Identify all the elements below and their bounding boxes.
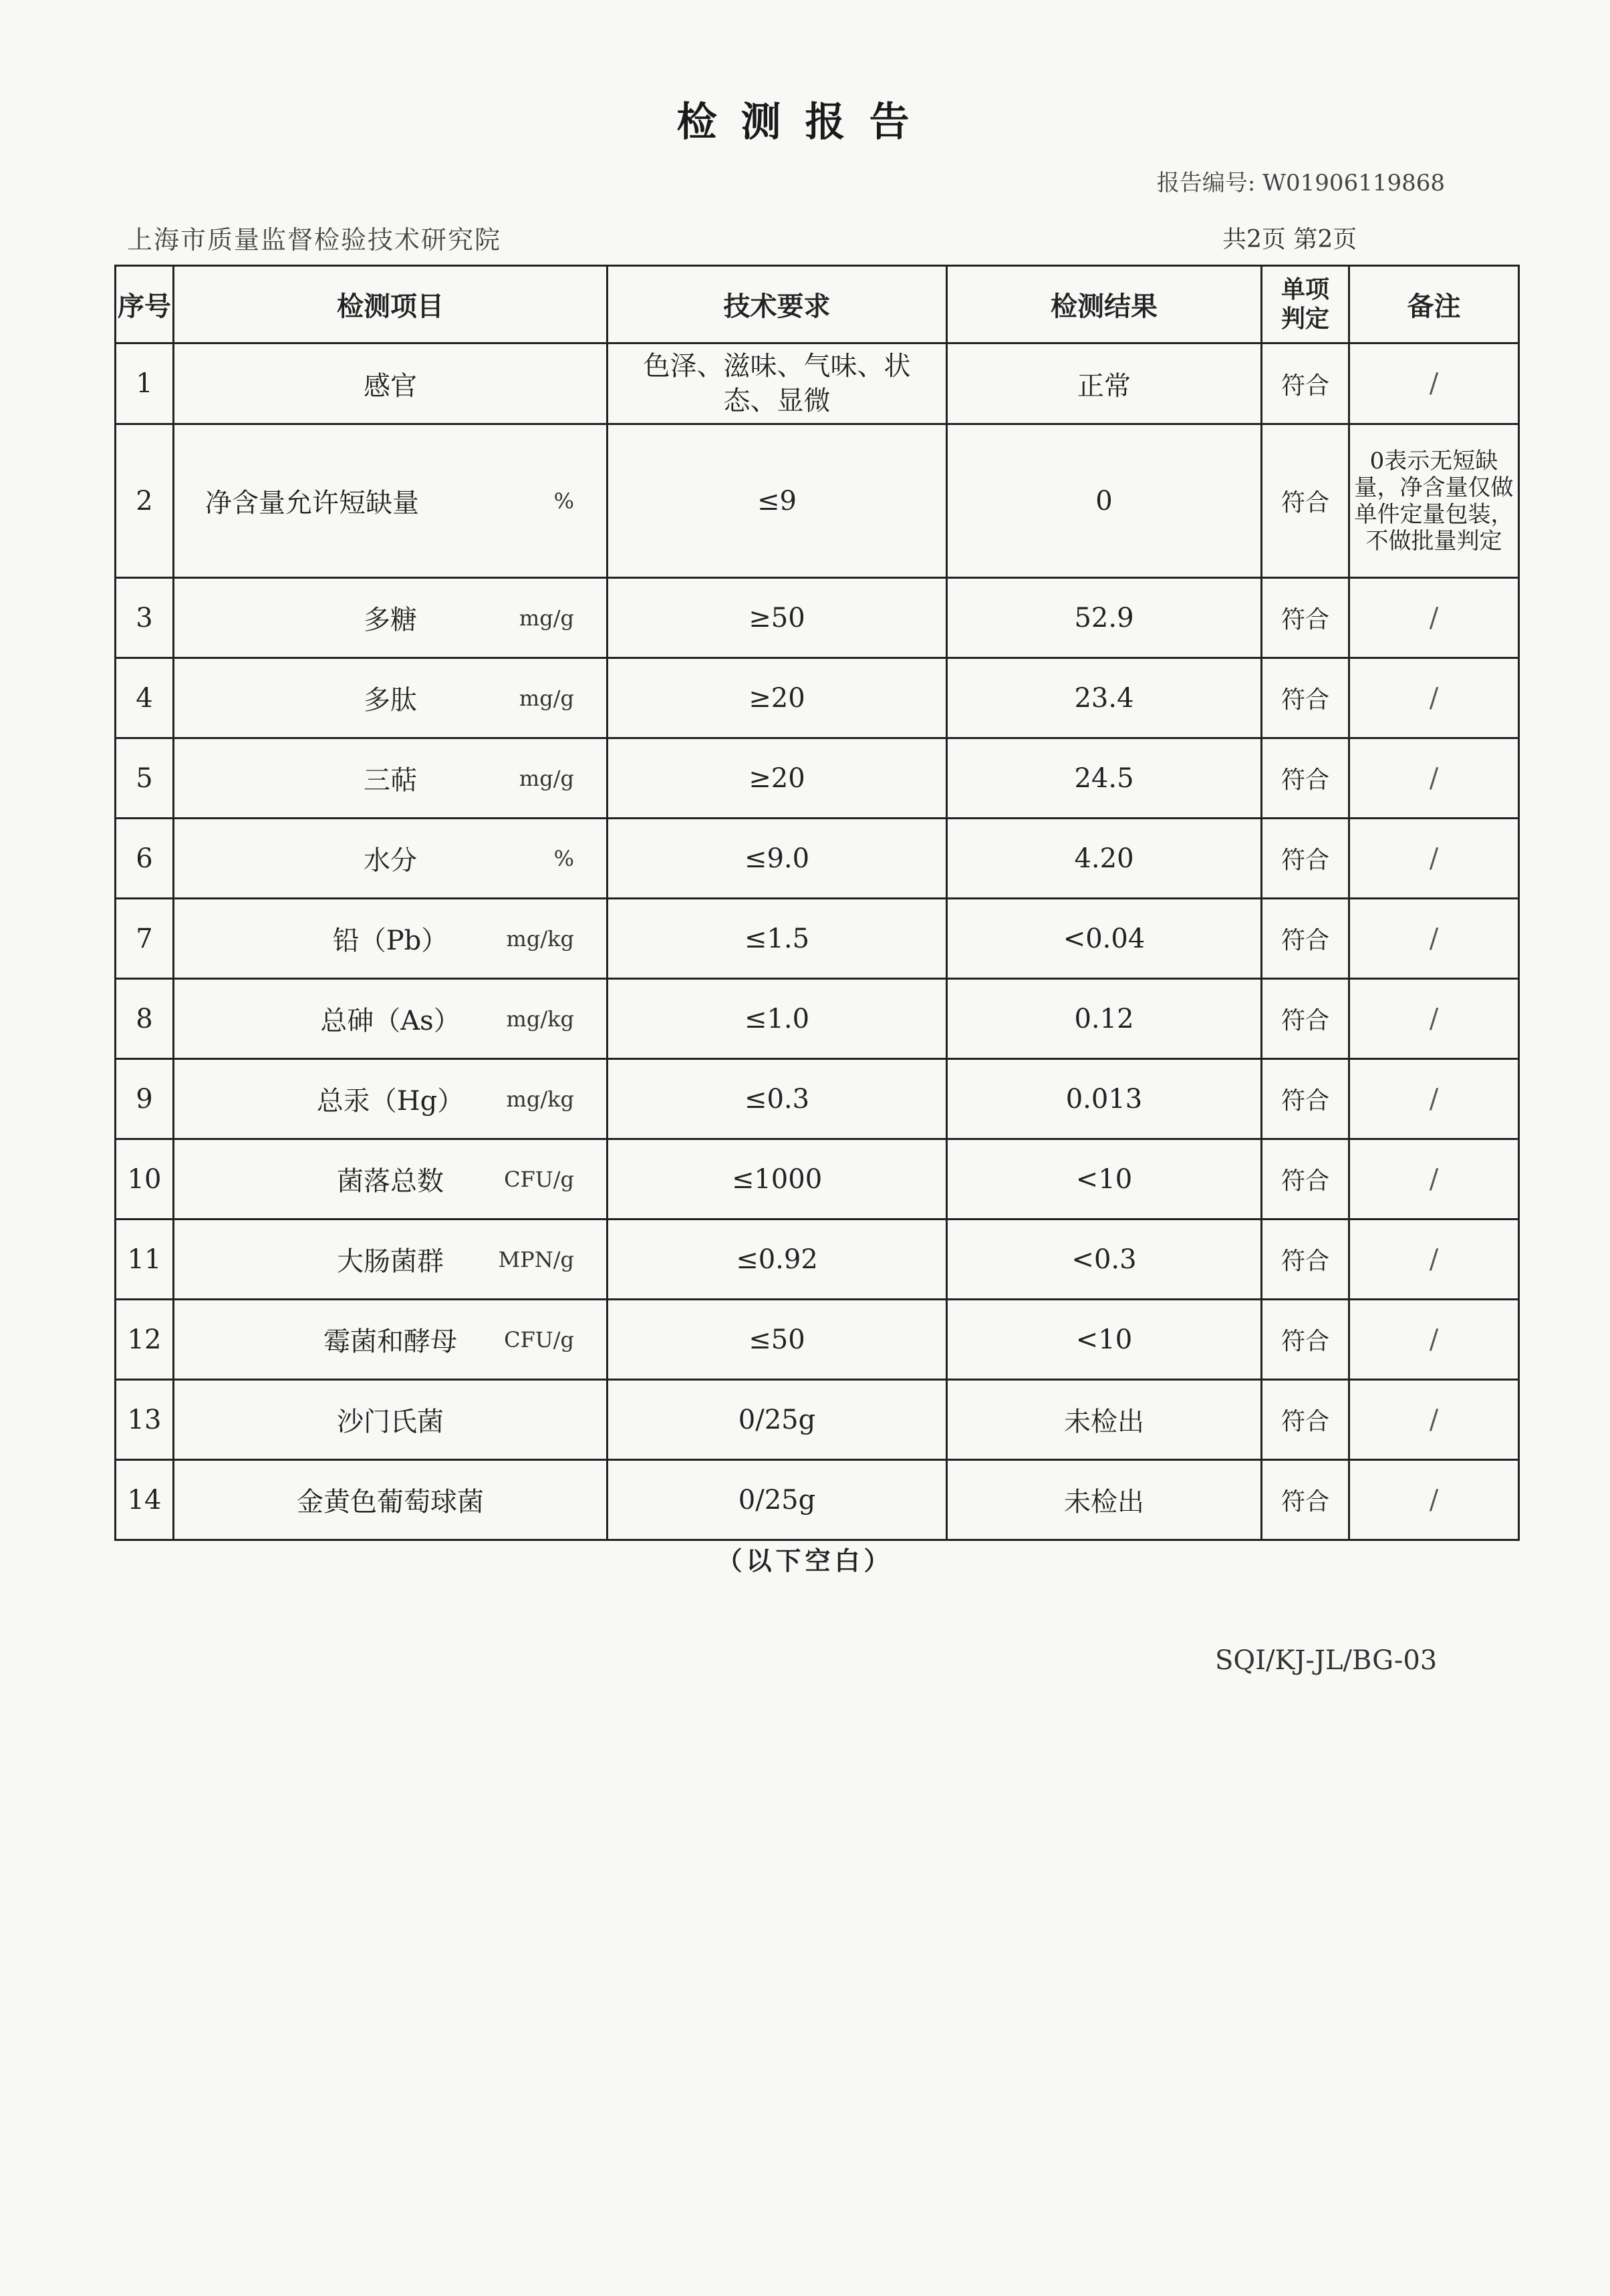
requirement: [608, 1300, 947, 1380]
form-code: SQI/KJ-JL/BG-03: [1215, 1645, 1438, 1676]
item-unit: mg/kg: [506, 925, 574, 952]
item-name: 铅（Pb）: [332, 925, 448, 956]
result: 0: [947, 424, 1262, 578]
item-unit: mg/g: [519, 685, 574, 711]
verdict: 符合: [1262, 738, 1349, 819]
item-name: 金黄色葡萄球菌: [297, 1487, 484, 1518]
row-number: 10: [116, 1139, 174, 1219]
test-item: [174, 1139, 608, 1219]
test-item: [174, 578, 608, 658]
table-header-row: [116, 266, 1519, 343]
test-item: [174, 1380, 608, 1460]
item-unit: MPN/g: [498, 1246, 574, 1272]
test-item: [174, 1300, 608, 1380]
requirement-text: ≤1.0: [744, 1003, 810, 1034]
requirement: [608, 1059, 947, 1139]
row-number: 2: [116, 424, 174, 578]
note: /: [1349, 899, 1519, 979]
result: <10: [947, 1300, 1262, 1380]
requirement-text: ≤0.92: [736, 1244, 818, 1275]
note: /: [1349, 1139, 1519, 1219]
item-name: 感官: [364, 370, 417, 402]
result: 24.5: [947, 738, 1262, 819]
results-table: [114, 265, 1520, 1541]
requirement: [608, 1460, 947, 1540]
item-unit: %: [553, 488, 574, 514]
note: /: [1349, 1059, 1519, 1139]
table-row: [116, 1300, 1519, 1380]
note: /: [1349, 1219, 1519, 1300]
header-verdict: [1262, 266, 1349, 343]
row-number: 3: [116, 578, 174, 658]
note: /: [1349, 1460, 1519, 1540]
item-unit: CFU/g: [504, 1166, 574, 1192]
header-no: 序号: [116, 266, 174, 343]
verdict: 符合: [1262, 343, 1349, 424]
requirement: [608, 738, 947, 819]
table-row: [116, 658, 1519, 738]
table-row: [116, 738, 1519, 819]
table-row: [116, 1219, 1519, 1300]
item-name: 总砷（As）: [320, 1006, 460, 1036]
table-row: [116, 343, 1519, 424]
result: 未检出: [947, 1460, 1262, 1540]
requirement-text: ≤9.0: [744, 843, 810, 874]
result: <0.04: [947, 899, 1262, 979]
verdict: 符合: [1262, 578, 1349, 658]
requirement: [608, 343, 947, 424]
header-requirement: 技术要求: [608, 266, 947, 343]
note: 0表示无短缺量，净含量仅做单件定量包装，不做批量判定: [1349, 424, 1519, 578]
end-note: （以下空白）: [716, 1546, 894, 1576]
header-note: 备注: [1349, 266, 1519, 343]
verdict: 符合: [1262, 424, 1349, 578]
note: /: [1349, 578, 1519, 658]
verdict: 符合: [1262, 1300, 1349, 1380]
test-item: [174, 424, 608, 578]
test-item: [174, 1460, 608, 1540]
note: /: [1349, 1300, 1519, 1380]
requirement-text: ≥20: [749, 762, 805, 794]
page-info: 共2页 第2页: [1222, 226, 1357, 253]
note: /: [1349, 343, 1519, 424]
item-name: 沙门氏菌: [337, 1407, 444, 1437]
requirement: [608, 1380, 947, 1460]
table-row: [116, 819, 1519, 899]
header-result: 检测结果: [947, 266, 1262, 343]
table-row: [116, 1139, 1519, 1219]
item-name: 三萜: [364, 765, 417, 796]
note: /: [1349, 658, 1519, 738]
organization-name: 上海市质量监督检验技术研究院: [127, 225, 502, 255]
note: /: [1349, 979, 1519, 1059]
requirement-text: 0/25g: [738, 1404, 816, 1435]
row-number: 4: [116, 658, 174, 738]
result: 4.20: [947, 819, 1262, 899]
note: /: [1349, 738, 1519, 819]
result: 未检出: [947, 1380, 1262, 1460]
test-item: [174, 979, 608, 1059]
item-unit: mg/g: [519, 605, 574, 631]
table-row: [116, 578, 1519, 658]
item-unit: mg/kg: [506, 1006, 574, 1032]
item-name: 净含量允许短缺量: [205, 488, 419, 519]
item-name: 多糖: [364, 605, 417, 635]
table-row: [116, 424, 1519, 578]
verdict: 符合: [1262, 1219, 1349, 1300]
result: <0.3: [947, 1219, 1262, 1300]
requirement-text: ≤1.5: [744, 923, 810, 954]
item-name: 总汞（Hg）: [316, 1086, 464, 1117]
item-name: 霉菌和酵母: [323, 1326, 457, 1357]
row-number: 7: [116, 899, 174, 979]
row-number: 1: [116, 343, 174, 424]
note: /: [1349, 1380, 1519, 1460]
requirement: [608, 424, 947, 578]
row-number: 13: [116, 1380, 174, 1460]
requirement: [608, 578, 947, 658]
row-number: 6: [116, 819, 174, 899]
note: /: [1349, 819, 1519, 899]
requirement-text: ≤50: [749, 1324, 805, 1355]
requirement-text: ≤0.3: [744, 1083, 810, 1115]
row-number: 14: [116, 1460, 174, 1540]
requirement: [608, 1219, 947, 1300]
header-verdict-text: 单项判定: [1281, 275, 1329, 333]
test-item: [174, 899, 608, 979]
item-name: 水分: [364, 845, 417, 876]
item-unit: CFU/g: [504, 1326, 574, 1352]
verdict: 符合: [1262, 1460, 1349, 1540]
item-unit: mg/kg: [506, 1086, 574, 1112]
item-unit: %: [553, 845, 574, 871]
test-item: [174, 343, 608, 424]
verdict: 符合: [1262, 819, 1349, 899]
table-row: [116, 1059, 1519, 1139]
result: 23.4: [947, 658, 1262, 738]
row-number: 8: [116, 979, 174, 1059]
report-title: 检测报告: [676, 99, 934, 146]
row-number: 12: [116, 1300, 174, 1380]
header-item: 检测项目: [174, 266, 608, 343]
item-name: 菌落总数: [337, 1166, 444, 1197]
verdict: 符合: [1262, 1380, 1349, 1460]
table-row: [116, 1460, 1519, 1540]
table-row: [116, 899, 1519, 979]
requirement-text: ≥20: [749, 682, 805, 714]
verdict: 符合: [1262, 1139, 1349, 1219]
item-name: 多肽: [364, 685, 417, 716]
result: <10: [947, 1139, 1262, 1219]
requirement: [608, 658, 947, 738]
report-number: 报告编号: W01906119868: [1156, 170, 1445, 196]
requirement: [608, 1139, 947, 1219]
result: 52.9: [947, 578, 1262, 658]
requirement-text: ≤1000: [731, 1163, 823, 1195]
row-number: 11: [116, 1219, 174, 1300]
requirement: [608, 819, 947, 899]
item-unit: mg/g: [519, 765, 574, 791]
table-row: [116, 979, 1519, 1059]
verdict: 符合: [1262, 1059, 1349, 1139]
table-row: [116, 1380, 1519, 1460]
test-item: [174, 738, 608, 819]
result: 正常: [947, 343, 1262, 424]
requirement-text: ≥50: [749, 602, 805, 633]
requirement-text: 0/25g: [738, 1484, 816, 1516]
result: 0.12: [947, 979, 1262, 1059]
verdict: 符合: [1262, 899, 1349, 979]
test-item: [174, 658, 608, 738]
verdict: 符合: [1262, 658, 1349, 738]
test-item: [174, 1059, 608, 1139]
requirement: [608, 899, 947, 979]
item-name: 大肠菌群: [337, 1246, 444, 1277]
test-item: [174, 819, 608, 899]
requirement-text: ≤9: [757, 485, 797, 517]
requirement: [608, 979, 947, 1059]
result: 0.013: [947, 1059, 1262, 1139]
test-item: [174, 1219, 608, 1300]
verdict: 符合: [1262, 979, 1349, 1059]
row-number: 5: [116, 738, 174, 819]
row-number: 9: [116, 1059, 174, 1139]
requirement-text: 色泽、滋味、气味、状态、显微: [643, 351, 911, 416]
